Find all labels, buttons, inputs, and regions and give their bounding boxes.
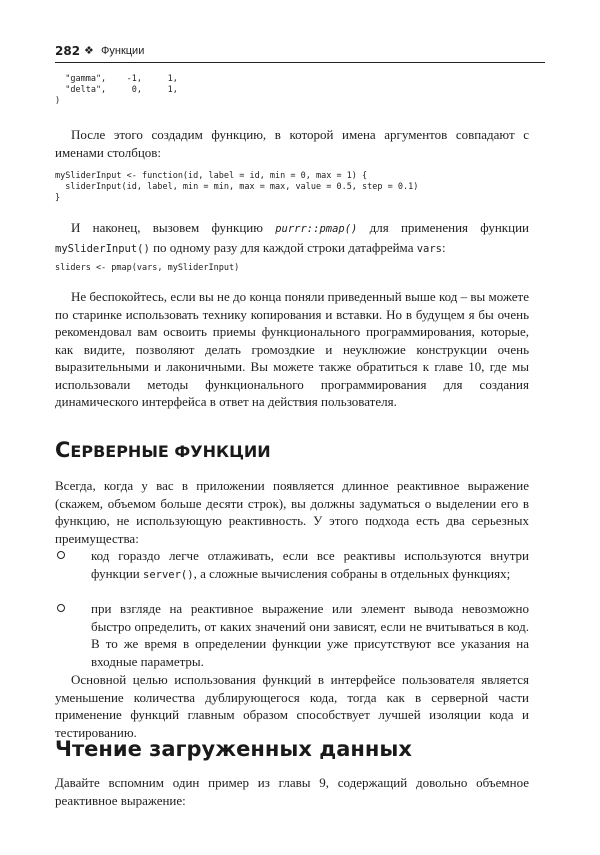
paragraph-2 [55,219,529,258]
inline-code: mySliderInput() [55,242,150,255]
header-rule [55,62,545,63]
list-item-text [91,547,529,584]
code-line: sliders <- pmap(vars, mySliderInput) [55,263,240,273]
inline-code: server() [143,568,194,581]
chapter-title: Функции [101,45,145,57]
running-header [55,44,545,62]
paragraph-3: Не беспокойтесь, если вы не до конца поняли приведенный выше код – вы можете по старинке использовать технику копирования и вставки. Но в будущем я бы очень рекомендовал вам освоить приемы функционального программирования, которые, как видите, позволяют делать громоздкие и неуклюжие конструкции очень выразительными и лаконичными. Вы можете также обратиться к главе 10, где мы использовали методы функционального программирования для создания динамического интерфейса в ответ на действия пользователя. [55,289,529,409]
code-line: sliderInput(id, label, min = min, max = max, value = 0.5, step = 0.1) [55,182,419,192]
code-line: mySliderInput <- function(id, label = id, min = 0, max = 1) { [55,171,368,181]
subsection-heading: Чтение загруженных данных [55,737,412,761]
bullet-circle-icon [57,604,65,612]
paragraph-1: После этого создадим функцию, в которой имена аргументов совпадают с именами столбцов: [55,127,529,160]
text-run: по одному разу для каждой строки датафрейма [149,239,417,255]
paragraph-4: Всегда, когда у вас в приложении появляется длинное реактивное выражение (скажем, объемом больше десяти строк), вы должны задуматься о выделении его в функцию, не использующую реактивность. У этого подхода есть два серьезных преимущества: [55,478,529,546]
text-run: : [442,239,446,255]
code-block-2 [55,171,418,204]
paragraph-6: Давайте вспомним один пример из главы 9, содержащий довольно объемное реактивное выражение: [55,775,529,808]
code-line: } [55,193,61,203]
text-run: код гораздо легче отлаживать, если все реактивы используются внутри функции [91,548,529,581]
heading-rest: ЕРВЕРНЫЕ ФУНКЦИИ [70,442,271,461]
bullet-circle-icon [57,551,65,559]
code-line: "gamma", -1, 1, [55,74,178,84]
text-run: для применения функции [357,220,529,235]
code-block-1 [55,74,178,107]
heading-initial: С [55,438,71,462]
section-heading [55,438,271,462]
paragraph-5: Основной целью использования функций в интерфейсе пользователя является уменьшение количества дублирующегося кода, тогда как в серверной части применение функций главным образом способствует лучшей изоляции кода и тестированию. [55,672,529,740]
inline-code: vars [416,242,443,255]
text-run: , а сложные вычисления собраны в отдельных функциях; [193,565,511,581]
inline-code: purrr::pmap() [275,223,358,235]
code-line: "delta", 0, 1, [55,85,178,95]
text-run: И наконец, вызовем функцию [71,220,276,235]
diamond-separator-icon: ❖ [84,44,94,57]
code-block-3 [55,263,239,274]
code-line: ) [55,96,61,106]
page-number: 282 [55,44,81,58]
list-item-text: при взгляде на реактивное выражение или элемент вывода невозможно быстро определить, от каких значений они зависят, если не вчитываться в код. В то же время в определении функции уже присутствуют все указания на входные параметры. [91,601,529,669]
